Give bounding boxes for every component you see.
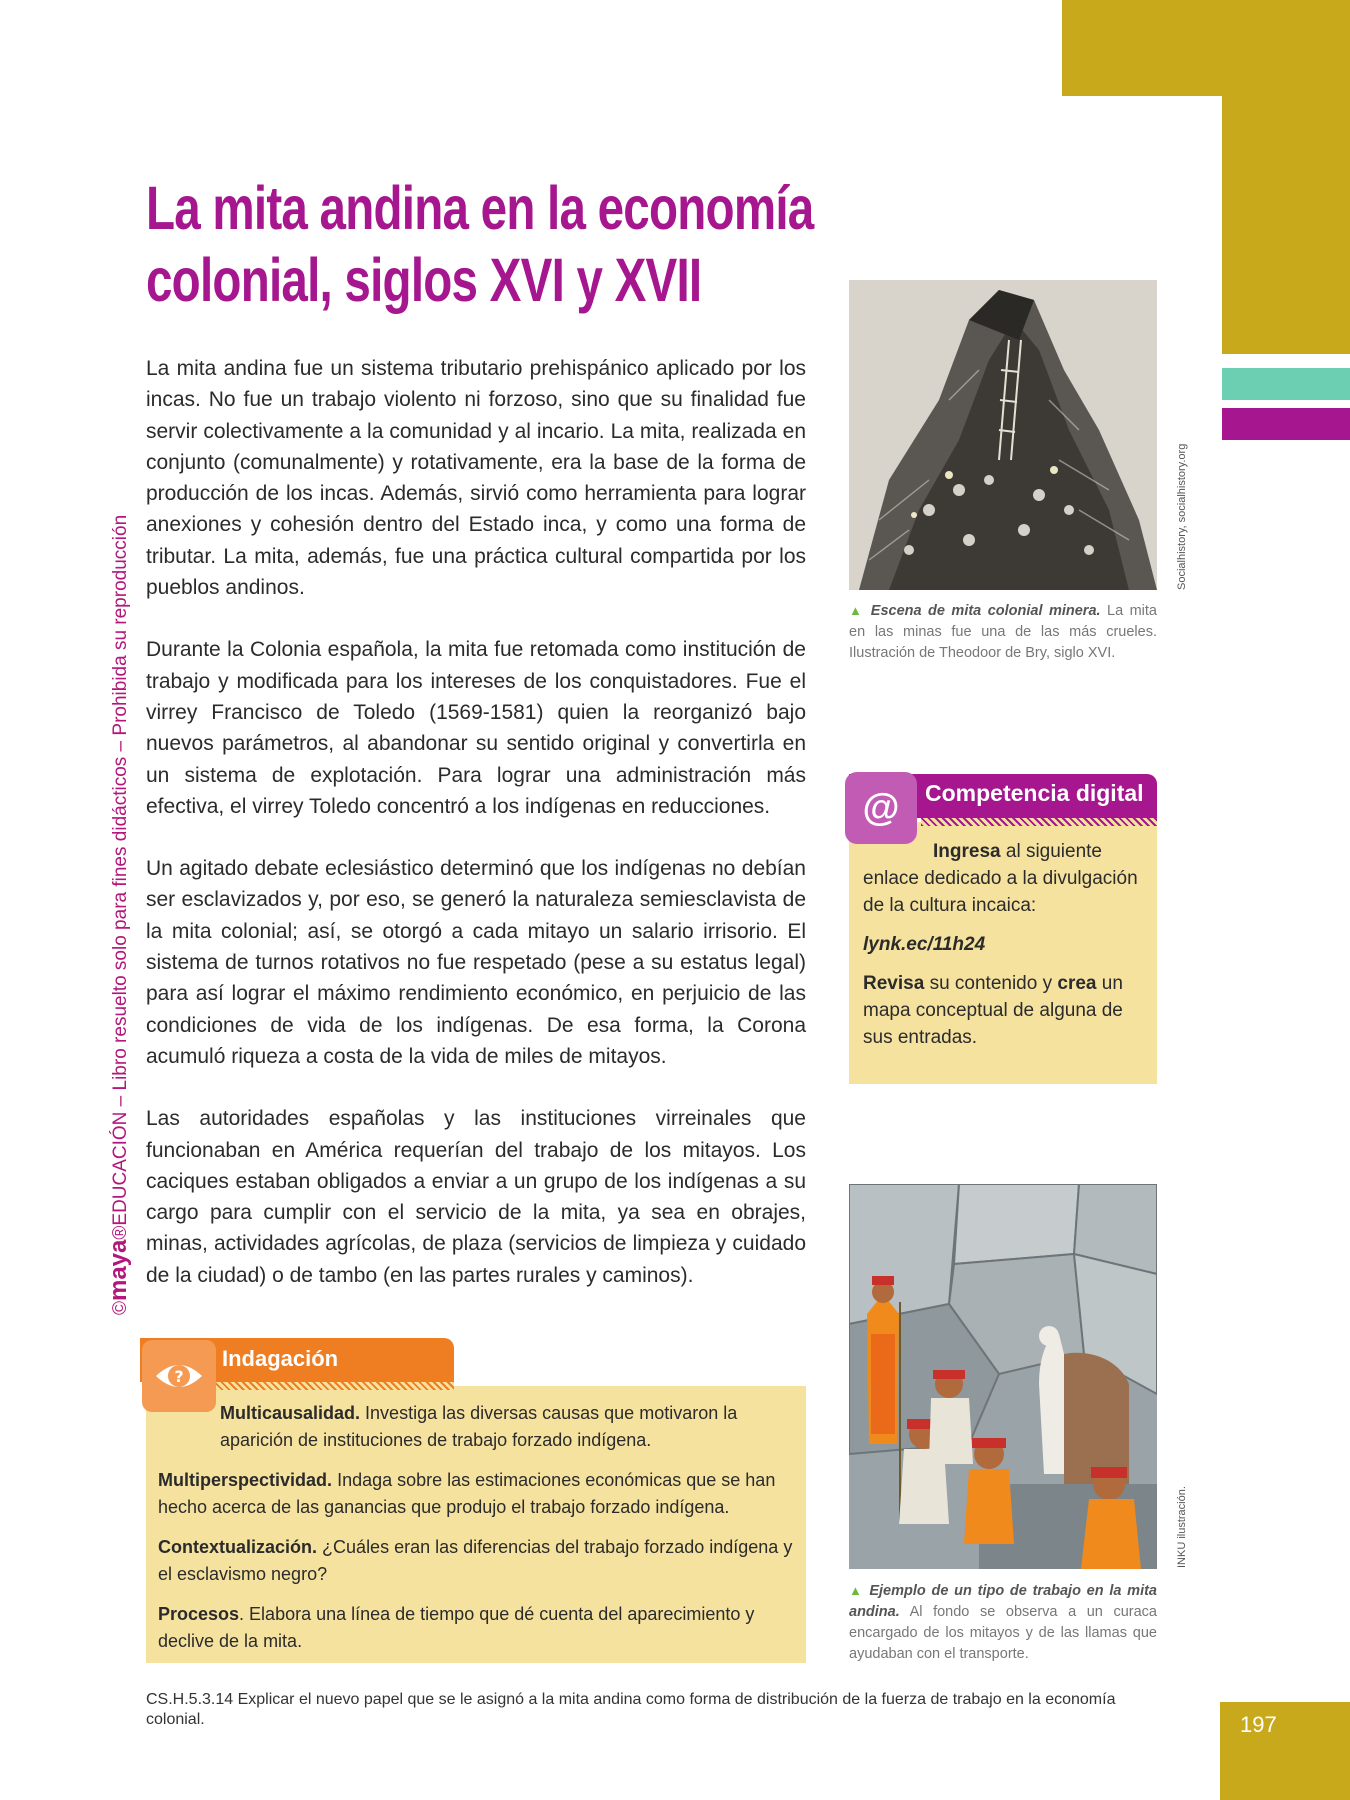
indagacion-item-term: Contextualización. — [158, 1537, 318, 1557]
verb-ingresa: Ingresa — [933, 841, 1001, 862]
verb-crea: crea — [1057, 973, 1097, 994]
figure-1-credit: Socialhistory, socialhistory.org — [1176, 443, 1188, 590]
body-paragraph-2: Durante la Colonia española, la mita fue retomada como institución de trabajo y modificada para los intereses de los conquistadores. Fue el virrey Francisco de Toledo (1569-1581) quien la reorganizó bajo nuevos parámetros, al abandonar su sentido original y convertirla en un sistema de explotación. Para lograr una administración más efectiva, el virrey Toledo concentró a los indígenas en reducciones. — [146, 638, 806, 818]
indagacion-item-term: Multiperspectividad. — [158, 1470, 333, 1490]
main-body-text — [146, 353, 806, 1322]
competencia-digital-body — [863, 838, 1151, 1063]
competencia-digital-box — [849, 774, 1157, 1084]
competencia-link-paragraph — [863, 931, 1151, 958]
competencia-instruction-text: al siguiente enlace dedicado a la divulgación de la cultura incaica: — [863, 841, 1138, 916]
brand-logo-text: maya — [105, 1239, 132, 1301]
indagacion-item-term: Multicausalidad. — [220, 1403, 361, 1423]
title-line-1: La mita andina en la economía — [146, 174, 814, 242]
title-line-2: colonial, siglos XVI y XVII — [146, 246, 702, 314]
figure-2-credit: INKU ilustración. — [1176, 1486, 1188, 1568]
competencia-instruction — [863, 838, 1151, 919]
indagacion-body — [158, 1400, 794, 1668]
registered-symbol: ® — [110, 1225, 131, 1240]
decorative-gold-block — [1062, 0, 1350, 96]
side-notice-text: EDUCACIÓN – Libro resuelto solo para fines didácticos – Prohibida su reproducción — [110, 514, 131, 1226]
copyright-symbol: © — [110, 1301, 131, 1315]
figure-1-caption-title: Escena de mita colonial minera. — [870, 603, 1101, 619]
body-paragraph-4: Las autoridades españolas y las instituciones virreinales que funcionaban en América requerían del trabajo de los mitayos. Los caciques estaban obligados a enviar a un grupo de los indígenas a su cargo para cumplir con el servicio de la mita, ya sea en obrajes, minas, actividades agrícolas, de plaza (servicios de limpieza y cuidado de la ciudad) o de tambo (en las partes rurales y caminos). — [146, 1107, 806, 1287]
page-number: 197 — [1240, 1712, 1277, 1737]
indagacion-item-text: Indaga sobre las estimaciones económicas que se han hecho acerca de las ganancias que produjo el trabajo forzado indígena. — [158, 1470, 776, 1517]
indagacion-item-text: . Elabora una línea de tiempo que dé cuenta del aparecimiento y declive de la mita. — [158, 1604, 755, 1651]
indagacion-item — [158, 1534, 794, 1588]
mita-llamas-illustration — [849, 1184, 1157, 1569]
indagacion-title: Indagación — [222, 1346, 339, 1371]
competencia-link[interactable]: lynk.ec/11h24 — [863, 934, 986, 955]
figure-1-caption — [849, 600, 1157, 664]
decorative-teal-bar — [1222, 368, 1350, 400]
copyright-side-notice — [105, 515, 133, 1315]
svg-text:?: ? — [174, 1367, 184, 1386]
indagacion-item — [158, 1467, 794, 1521]
indagacion-hatch — [214, 1382, 454, 1390]
competencia-task — [863, 970, 1151, 1051]
page-title — [146, 172, 814, 316]
triangle-icon: ▲ — [849, 603, 865, 618]
indagacion-item-term: Procesos — [158, 1604, 240, 1624]
indagacion-item — [158, 1601, 794, 1655]
at-sign-icon: @ — [845, 772, 917, 844]
decorative-gold-strip — [1222, 96, 1350, 354]
competencia-digital-title: Competencia digital — [925, 780, 1144, 806]
indagacion-box — [140, 1338, 806, 1663]
figure-2-caption-title: Ejemplo de un tipo de trabajo en la mita andina. — [849, 1583, 1157, 1620]
figure-2-caption — [849, 1580, 1157, 1665]
curriculum-footer-note: CS.H.5.3.14 Explicar el nuevo papel que se le asignó a la mita andina como forma de distribución de la fuerza de trabajo en la economía colonial. — [146, 1691, 1116, 1728]
figure-2-caption-text: Al fondo se observa a un curaca encargado de los mitayos y de las llamas que ayudaban con el transporte. — [849, 1604, 1157, 1662]
competencia-task-text-a: su contenido y — [929, 973, 1053, 994]
triangle-icon: ▲ — [849, 1583, 864, 1598]
competencia-task-text-b: un mapa conceptual de alguna de sus entradas. — [863, 973, 1123, 1048]
verb-revisa: Revisa — [863, 973, 925, 994]
indagacion-item — [158, 1400, 794, 1454]
body-paragraph-1: La mita andina fue un sistema tributario prehispánico aplicado por los incas. No fue un trabajo violento ni forzoso, sino que su finalidad fue servir colectivamente a la comunidad y al incario. La mita, realizada en conjunto (comunalmente) y rotativamente, era la base de la forma de producción de los incas. Además, sirvió como herramienta para lograr anexiones y cohesión dentro del Estado inca, y como una forma de tributar. La mita, además, fue una práctica cultural compartida por los pueblos andinos. — [146, 357, 806, 600]
indagacion-item-text: Investiga las diversas causas que motivaron la aparición de instituciones de trabajo forzado indígena. — [220, 1403, 738, 1450]
mine-engraving-illustration — [849, 280, 1157, 590]
competencia-digital-hatch — [921, 818, 1157, 826]
indagacion-item-text: ¿Cuáles eran las diferencias del trabajo forzado indígena y el esclavismo negro? — [158, 1537, 793, 1584]
figure-1-caption-text: La mita en las minas fue una de las más crueles. Ilustración de Theodoor de Bry, siglo XVI. — [849, 603, 1157, 661]
decorative-magenta-bar — [1222, 408, 1350, 440]
body-paragraph-3: Un agitado debate eclesiástico determinó que los indígenas no debían ser esclavizados y, por eso, se generó la naturaleza semiesclavista de la mita colonial; así, se otorgó a cada mitayo un salario irrisorio. El sistema de turnos rotativos no fue respetado (pese a su estatus legal) para así lograr el máximo rendimiento económico, en perjuicio de las condiciones de vida de los indígenas. De esa forma, la Corona acumuló riqueza a costa de la vida de miles de mitayos. — [146, 857, 806, 1068]
